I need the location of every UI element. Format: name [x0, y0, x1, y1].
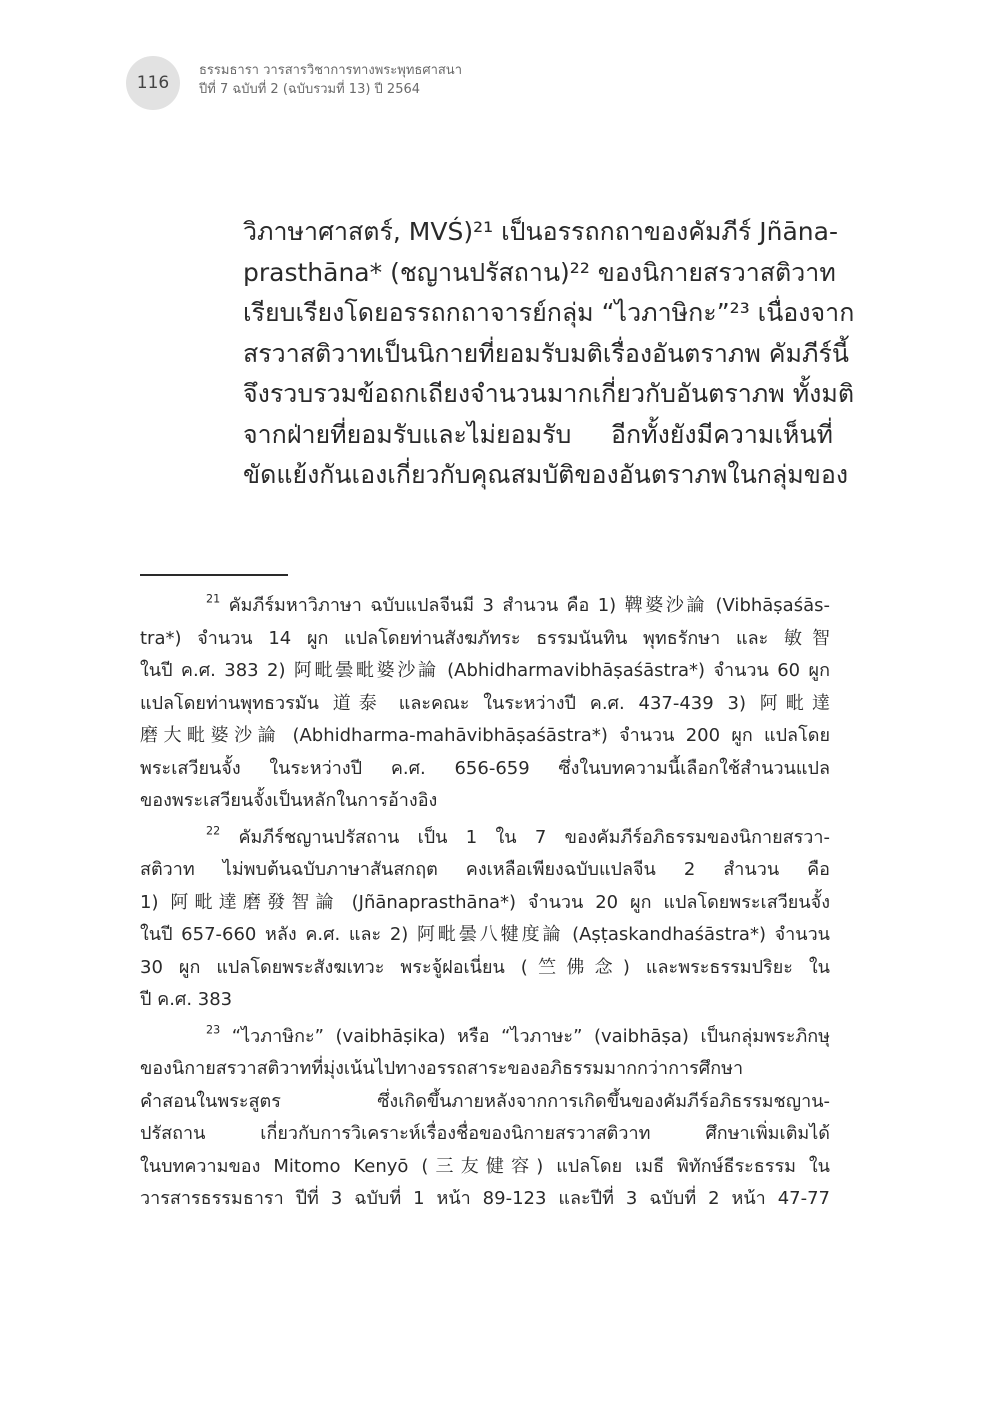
- footnotes: [140, 590, 830, 1220]
- footnote-separator: [140, 574, 288, 576]
- footnote-line: แปลโดยท่านพุทธวรมัน 道泰 และคณะ ในระหว่างปี ค.ศ. 437-439 3) 阿毗達: [140, 692, 830, 714]
- issue-info: ปีที่ 7 ฉบับที่ 2 (ฉบับรวมที่ 13) ปี 2564: [199, 82, 421, 97]
- footnote-text: คัมภีร์ชญานปรัสถาน เป็น 1 ใน 7 ของคัมภีร์อภิธรรมของนิกายสรวา-: [238, 826, 830, 848]
- footnote-line: วารสารธรรมธารา ปีที่ 3 ฉบับที่ 1 หน้า 89-123 และปีที่ 3 ฉบับที่ 2 หน้า 47-77: [140, 1188, 830, 1209]
- footnote-line: ของพระเสวียนจั้งเป็นหลักในการอ้างอิง: [140, 790, 438, 811]
- footnote-line: ปรัสถาน เกี่ยวกับการวิเคราะห์เรื่องชื่อของนิกายสรวาสติวาท ศึกษาเพิ่มเติมได้: [140, 1123, 830, 1144]
- footnote-text: คัมภีร์มหาวิภาษา ฉบับแปลจีนมี 3 สำนวน คือ 1) 鞞婆沙論 (Vibhāṣaśās-: [228, 595, 830, 616]
- footnote-line: 30 ผูก แปลโดยพระสังฆเทวะ พระจู้ฝอเนี่ยน (竺佛念) และพระธรรมปริยะ ใน: [140, 956, 830, 978]
- body-line: สรวาสติวาทเป็นนิกายที่ยอมรับมติเรื่องอันตราภพ คัมภีร์นี้: [243, 338, 849, 368]
- footnote-line: 磨大毗婆沙論 (Abhidharma-mahāvibhāṣaśāstra*) จำนวน 200 ผูก แปลโดย: [140, 725, 830, 746]
- footnote-line: ในบทความของ Mitomo Kenyō (三友健容) แปลโดย เมธี พิทักษ์ธีระธรรม ใน: [140, 1155, 830, 1177]
- footnote-line: ปี ค.ศ. 383: [140, 989, 233, 1010]
- body-paragraph: [243, 212, 855, 496]
- footnote-21: [140, 590, 830, 818]
- footnote-line: ในปี ค.ศ. 383 2) 阿毗曇毗婆沙論 (Abhidharmavibhāṣaśāstra*) จำนวน 60 ผูก: [140, 660, 830, 681]
- journal-title: ธรรมธารา วารสารวิชาการทางพระพุทธศาสนา: [199, 63, 462, 78]
- footnote-line: คำสอนในพระสูตร ซึ่งเกิดขึ้นภายหลังจากการเกิดขึ้นของคัมภีร์อภิธรรมชญาน-: [140, 1090, 830, 1112]
- footnote-line: [140, 590, 830, 623]
- body-line: prasthāna* (ชญานปรัสถาน)²² ของนิกายสรวาสติวาท: [243, 257, 836, 287]
- body-line: วิภาษาศาสตร์, MVŚ)²¹ เป็นอรรถกถาของคัมภีร์ Jñāna-: [243, 217, 838, 246]
- footnote-line: ในปี 657-660 หลัง ค.ศ. และ 2) 阿毗曇八犍度論 (Aṣṭaskandhaśāstra*) จำนวน: [140, 924, 830, 945]
- footnote-line: สติวาท ไม่พบต้นฉบับภาษาสันสกฤต คงเหลือเพียงฉบับแปลจีน 2 สำนวน คือ: [140, 859, 830, 880]
- page-number: 116: [126, 56, 180, 110]
- body-line: จึงรวบรวมข้อถกเถียงจำนวนมากเกี่ยวกับอันตราภพ ทั้งมติ: [243, 379, 855, 408]
- footnote-line: [140, 1021, 830, 1054]
- running-head: [199, 61, 462, 99]
- footnote-number: 23: [206, 1023, 221, 1037]
- body-line: จากฝ่ายที่ยอมรับและไม่ยอมรับ อีกทั้งยังมีความเห็นที่: [243, 419, 833, 449]
- footnote-number: 21: [206, 592, 221, 606]
- footnote-line: [140, 822, 830, 855]
- footnote-23: [140, 1021, 830, 1216]
- footnote-number: 22: [206, 824, 221, 838]
- footnote-22: [140, 822, 830, 1017]
- footnote-line: ของนิกายสรวาสติวาทที่มุ่งเน้นไปทางอรรถสาระของอภิธรรมมากกว่าการศึกษา: [140, 1058, 744, 1079]
- footnote-line: พระเสวียนจั้ง ในระหว่างปี ค.ศ. 656-659 ซึ่งในบทความนี้เลือกใช้สำนวนแปล: [140, 757, 830, 779]
- footnote-line: tra*) จำนวน 14 ผูก แปลโดยท่านสังฆภัทระ ธรรมนันทิน พุทธรักษา และ 敏智: [140, 627, 830, 649]
- footnote-line: 1) 阿毗達磨發智論 (Jñānaprasthāna*) จำนวน 20 ผูก แปลโดยพระเสวียนจั้ง: [140, 891, 830, 913]
- body-line: ขัดแย้งกันเองเกี่ยวกับคุณสมบัติของอันตราภพในกลุ่มของ: [243, 460, 849, 489]
- footnote-text: “ไวภาษิกะ” (vaibhāṣika) หรือ “ไวภาษะ” (vaibhāṣa) เป็นกลุ่มพระภิกษุ: [231, 1025, 830, 1047]
- body-line: เรียบเรียงโดยอรรถกถาจารย์กลุ่ม “ไวภาษิกะ”²³ เนื่องจาก: [243, 298, 855, 327]
